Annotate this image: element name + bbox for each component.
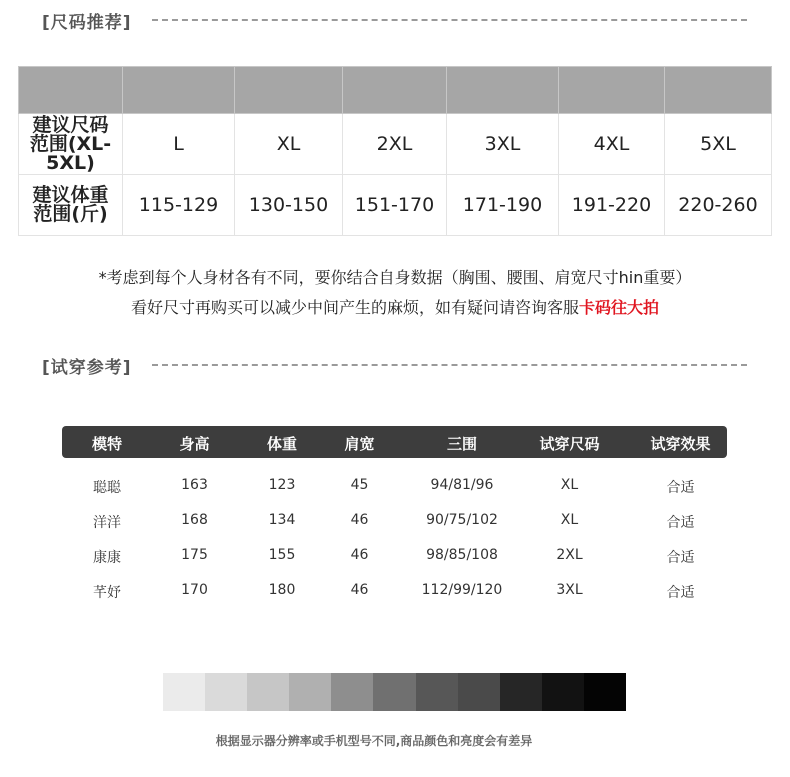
fit-result-cell: 合适 xyxy=(666,550,695,566)
header-cell: 试穿尺码 xyxy=(539,435,600,453)
dashed-divider xyxy=(152,19,747,21)
shoulder-cell: 45 xyxy=(350,477,369,493)
size-cell: 2XL xyxy=(343,114,447,175)
color-swatch xyxy=(331,673,373,711)
height-cell: 175 xyxy=(181,547,208,563)
height-cell: 170 xyxy=(181,582,208,598)
size-table-header-row xyxy=(19,67,772,114)
weight-cell: 191-220 xyxy=(559,175,665,236)
weight-cell: 151-170 xyxy=(343,175,447,236)
fit-result-cell: 合适 xyxy=(666,480,695,496)
header-cell: 模特 xyxy=(91,435,122,453)
measurements-cell: 90/75/102 xyxy=(426,512,498,528)
model-name: 洋洋 xyxy=(93,515,121,531)
weight-cell: 180 xyxy=(268,582,296,598)
shoulder-cell: 46 xyxy=(350,512,369,528)
row-label xyxy=(19,175,123,236)
row-label-text: 建议尺码 范围(XL-5XL) xyxy=(29,113,112,174)
color-swatch xyxy=(542,673,584,711)
measurements-cell: 112/99/120 xyxy=(421,582,503,598)
size-cell: XL xyxy=(235,114,343,175)
tried-size-cell: 3XL xyxy=(556,582,583,598)
note-line-1: *考虑到每个人身材各有不同，要你结合自身数据（胸围、腰围、肩宽尺寸hin重要） xyxy=(98,268,692,287)
color-swatch xyxy=(584,673,626,711)
table-row xyxy=(62,509,727,533)
table-row xyxy=(62,544,727,568)
size-recommend-header xyxy=(42,8,747,32)
color-disclaimer: 根据显示器分辨率或手机型号不同,商品颜色和亮度会有差异 xyxy=(215,734,533,748)
table-row xyxy=(62,579,727,603)
height-cell: 168 xyxy=(181,512,208,528)
row-label xyxy=(19,114,123,175)
size-table xyxy=(18,66,772,236)
note-line-2-text: 看好尺寸再购买可以减少中间产生的麻烦，如有疑问请咨询客服 xyxy=(130,298,579,317)
row-label-text: 建议体重 范围(斤) xyxy=(32,184,109,225)
note-line-2 xyxy=(0,295,790,318)
section-title: [试穿参考] xyxy=(42,353,142,378)
header-cell: 肩宽 xyxy=(344,435,375,453)
size-cell: 5XL xyxy=(665,114,772,175)
tried-size-cell: XL xyxy=(560,512,579,528)
tryon-table-header xyxy=(62,426,727,458)
height-cell: 163 xyxy=(181,477,208,493)
section-title: [尺码推荐] xyxy=(42,8,142,33)
color-swatch xyxy=(416,673,458,711)
color-swatch xyxy=(163,673,205,711)
color-swatch xyxy=(247,673,289,711)
size-row xyxy=(19,114,772,175)
tried-size-cell: XL xyxy=(560,477,579,493)
header-cell: 三围 xyxy=(446,435,477,453)
header-cell: 身高 xyxy=(179,435,210,453)
note-highlight: 卡码往大拍 xyxy=(579,298,660,317)
shoulder-cell: 46 xyxy=(350,547,369,563)
weight-cell: 130-150 xyxy=(235,175,343,236)
measurements-cell: 94/81/96 xyxy=(430,477,494,493)
tried-size-cell: 2XL xyxy=(556,547,583,563)
weight-cell: 134 xyxy=(268,512,296,528)
weight-cell: 115-129 xyxy=(123,175,235,236)
model-name: 聪聪 xyxy=(93,480,121,496)
table-row xyxy=(62,474,727,498)
header-cell: 试穿效果 xyxy=(650,435,711,453)
size-cell: 3XL xyxy=(447,114,559,175)
weight-cell: 171-190 xyxy=(447,175,559,236)
shoulder-cell: 46 xyxy=(350,582,369,598)
fit-result-cell: 合适 xyxy=(666,585,695,601)
tryon-header xyxy=(42,353,747,377)
size-cell: 4XL xyxy=(559,114,665,175)
weight-cell: 220-260 xyxy=(665,175,772,236)
color-swatch xyxy=(500,673,542,711)
size-cell: L xyxy=(123,114,235,175)
color-swatch xyxy=(373,673,415,711)
header-cell: 体重 xyxy=(266,435,297,453)
color-swatch xyxy=(205,673,247,711)
color-swatch xyxy=(289,673,331,711)
weight-cell: 155 xyxy=(268,547,296,563)
dashed-divider xyxy=(152,364,747,366)
measurements-cell: 98/85/108 xyxy=(426,547,498,563)
model-name: 康康 xyxy=(93,550,121,566)
weight-cell: 123 xyxy=(268,477,296,493)
fit-result-cell: 合适 xyxy=(666,515,695,531)
model-name: 芊妤 xyxy=(93,585,121,601)
grayscale-swatch-strip xyxy=(163,673,626,711)
color-swatch xyxy=(458,673,500,711)
weight-row xyxy=(19,175,772,236)
